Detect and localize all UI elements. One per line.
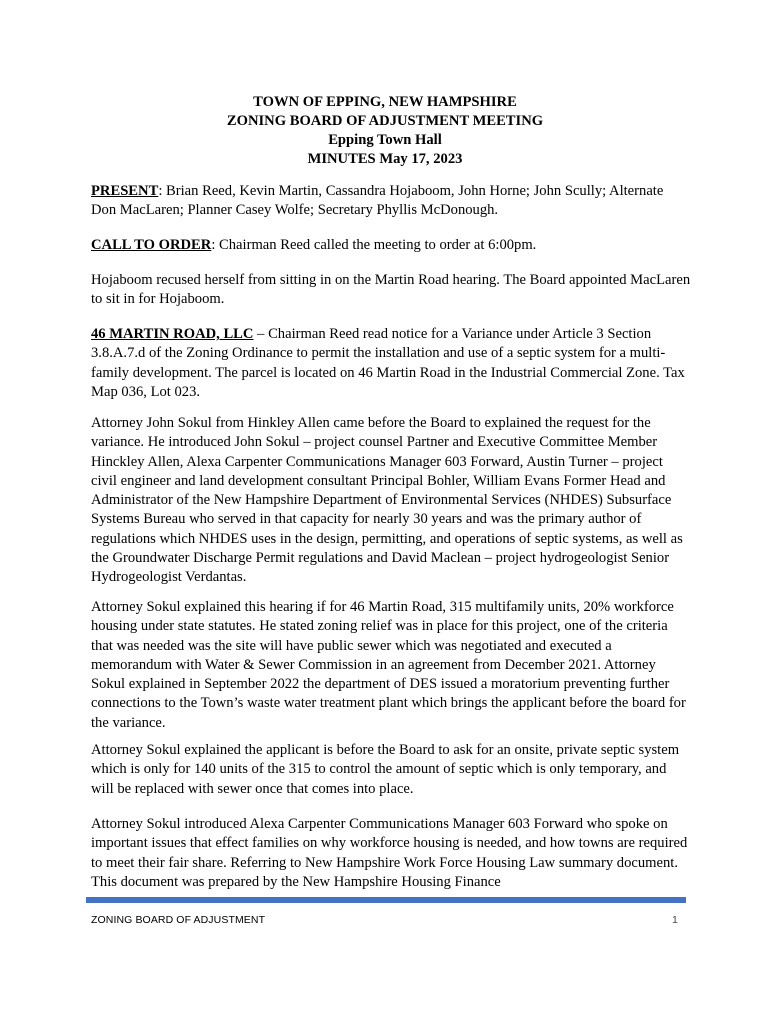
martin-road-section <box>91 325 691 402</box>
town-title: TOWN OF EPPING, NEW HAMPSHIRE <box>253 94 517 110</box>
meeting-location: Epping Town Hall <box>328 132 442 148</box>
martin-road-text: – Chairman Reed read notice for a Variance under Article 3 Section 3.8.A.7.d of the Zoning Ordinance to permit the installation and use of a septic system for a multi-family development. The parcel is located on 46 Martin Road in the Industrial Commercial Zone. Tax Map 036, Lot 023. <box>91 326 685 400</box>
hearing-paragraph: Attorney Sokul explained this hearing if for 46 Martin Road, 315 multifamily units, 20% workforce housing under state statutes. He stated zoning relief was in place for this project, one of the criteria that was needed was the site will have public sewer which was negotiated and executed a memorandum with Water & Sewer Commission in an agreement from December 2021. Attorney Sokul explained in September 2022 the department of DES issued a moratorium preventing further connections to the Town’s waste water treatment plant which brings the applicant before the board for the variance. <box>91 599 686 731</box>
call-to-order-text: : Chairman Reed called the meeting to order at 6:00pm. <box>211 237 537 253</box>
footer-rule <box>86 897 686 903</box>
present-section <box>91 182 691 221</box>
call-to-order-section <box>91 236 691 255</box>
call-to-order-label: CALL TO ORDER <box>91 237 212 253</box>
minutes-date: MINUTES May 17, 2023 <box>307 151 463 167</box>
minutes-header <box>0 93 770 169</box>
onsite-septic-paragraph: Attorney Sokul explained the applicant is before the Board to ask for an onsite, private septic system which is only for 140 units of the 315 to control the amount of septic which is only temporary, and will be replaced with sewer once that comes into place. <box>91 742 680 797</box>
sokul-intro-paragraph: Attorney John Sokul from Hinkley Allen came before the Board to explained the request for the variance. He introduced John Sokul – project counsel Partner and Executive Committee Member Hinckley Allen, Alexa Carpenter Communications Manager 603 Forward, Austin Turner – project civil engineer and land development consultant Principal Bohler, William Evans Former Head and Administrator of the New Hampshire Department of Environmental Services (NHDES) Subsurface Systems Bureau who served in that capacity for nearly 30 years and was the primary author of regulations which NHDES uses in the design, permitting, and operations of septic systems, as well as the Groundwater Discharge Permit regulations and David Maclean – project hydrogeologist Senior Hydrogeologist Verdantas. <box>91 415 683 586</box>
page-number: 1 <box>672 914 678 926</box>
meeting-title: ZONING BOARD OF ADJUSTMENT MEETING <box>226 113 544 129</box>
footer-title: ZONING BOARD OF ADJUSTMENT <box>91 914 266 926</box>
carpenter-paragraph: Attorney Sokul introduced Alexa Carpenter Communications Manager 603 Forward who spoke on important issues that effect families on why workforce housing is needed, and how towns are required to meet their fair share. Referring to New Hampshire Work Force Housing Law summary document. This document was prepared by the New Hampshire Housing Finance <box>91 816 688 890</box>
present-label: PRESENT <box>91 183 159 199</box>
present-text: : Brian Reed, Kevin Martin, Cassandra Hojaboom, John Horne; John Scully; Alternate Don MacLaren; Planner Casey Wolfe; Secretary Phyllis McDonough. <box>91 183 664 219</box>
recusal-paragraph: Hojaboom recused herself from sitting in on the Martin Road hearing. The Board appointed MacLaren to sit in for Hojaboom. <box>91 272 691 308</box>
martin-road-label: 46 MARTIN ROAD, LLC <box>91 326 254 342</box>
